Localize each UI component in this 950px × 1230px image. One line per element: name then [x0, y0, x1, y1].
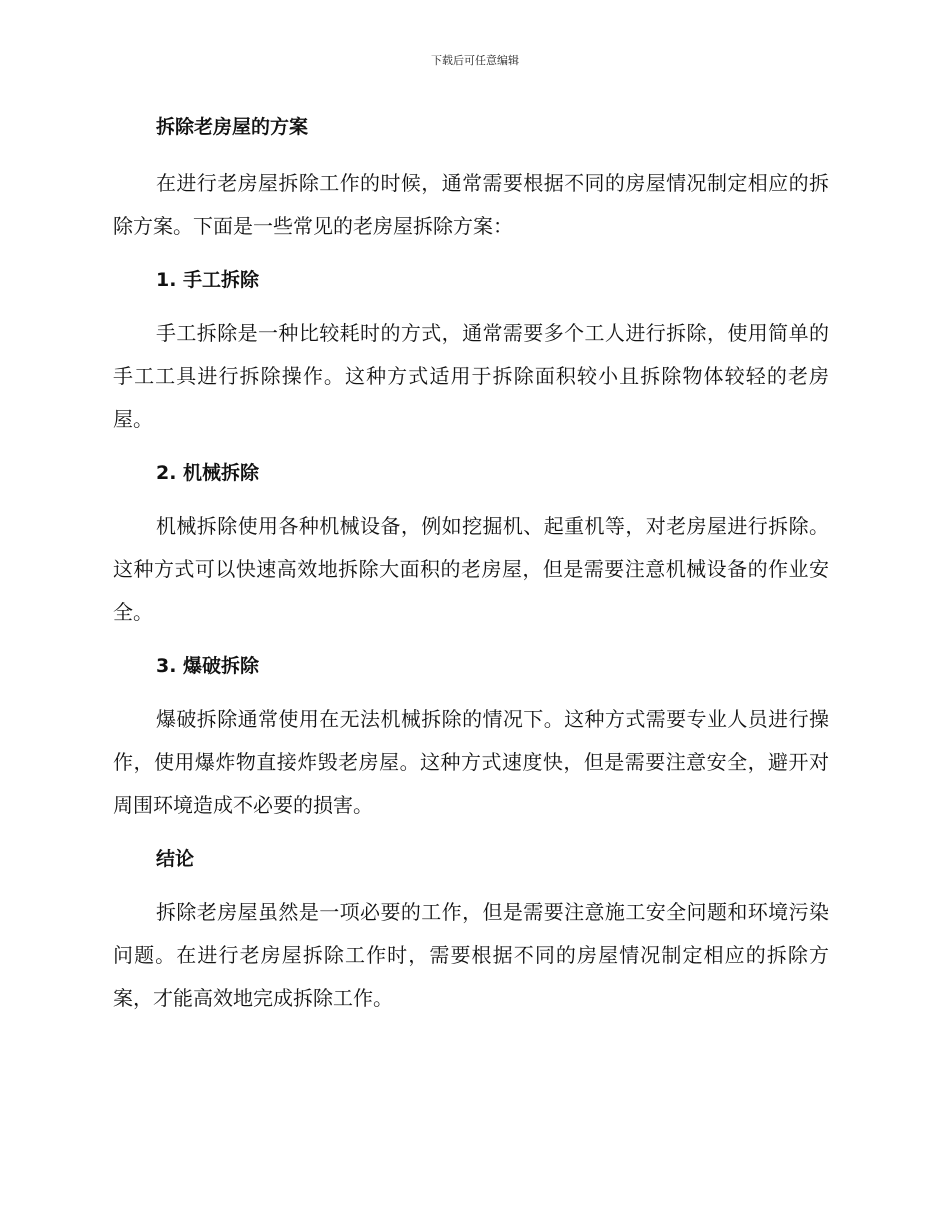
page-header: 下载后可任意编辑 [431, 54, 519, 67]
section-body-blasting: 爆破拆除通常使用在无法机械拆除的情况下。这种方式需要专业人员进行操作，使用爆炸物直接炸毁老房屋。这种方式速度快，但是需要注意安全，避开对周围环境造成不必要的损害。 [113, 707, 829, 817]
section-heading-manual: 1. 手工拆除 [156, 269, 260, 291]
section-body-conclusion: 拆除老房屋虽然是一项必要的工作，但是需要注意施工安全问题和环境污染问题。在进行老房屋拆除工作时，需要根据不同的房屋情况制定相应的拆除方案，才能高效地完成拆除工作。 [113, 900, 829, 1010]
section-body-manual: 手工拆除是一种比较耗时的方式，通常需要多个工人进行拆除，使用简单的手工工具进行拆除操作。这种方式适用于拆除面积较小且拆除物体较轻的老房屋。 [113, 321, 829, 431]
document-body [113, 113, 829, 1020]
section-heading-blasting: 3. 爆破拆除 [156, 655, 260, 677]
section-heading-mechanical: 2. 机械拆除 [156, 462, 260, 484]
section-heading-conclusion: 结论 [156, 848, 195, 870]
intro-paragraph: 在进行老房屋拆除工作的时候，通常需要根据不同的房屋情况制定相应的拆除方案。下面是一些常见的老房屋拆除方案： [113, 171, 829, 238]
document-title: 拆除老房屋的方案 [156, 116, 309, 138]
section-body-mechanical: 机械拆除使用各种机械设备，例如挖掘机、起重机等，对老房屋进行拆除。这种方式可以快速高效地拆除大面积的老房屋，但是需要注意机械设备的作业安全。 [113, 514, 829, 624]
